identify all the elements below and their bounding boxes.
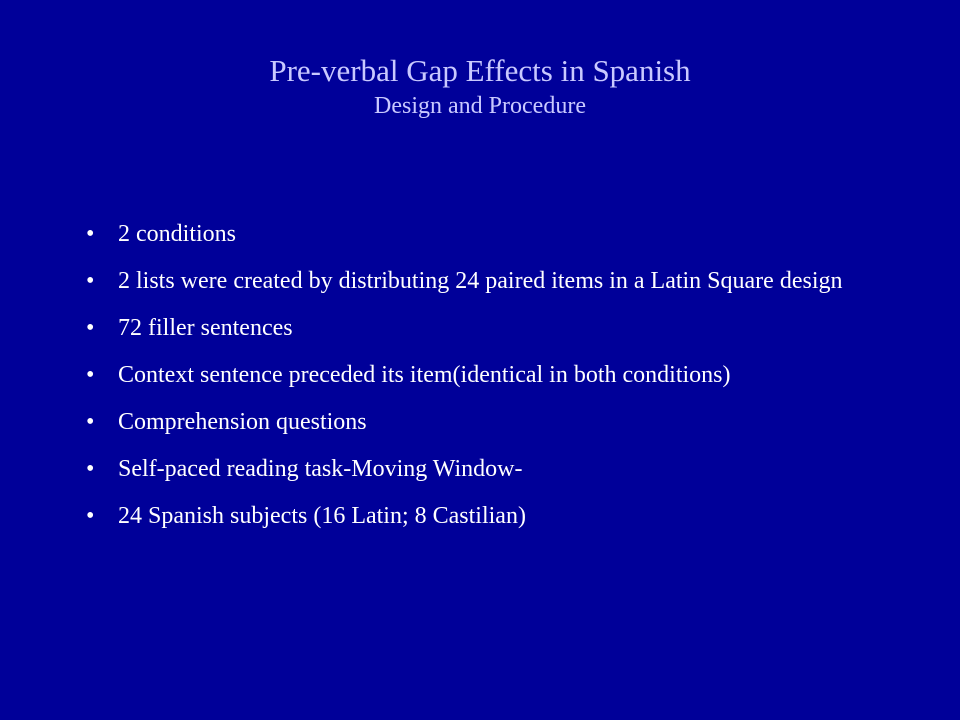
bullet-text: Self-paced reading task-Moving Window- <box>118 456 523 482</box>
slide-subtitle: Design and Procedure <box>374 93 586 119</box>
title-block <box>0 52 960 122</box>
bullet-icon: • <box>86 409 95 435</box>
bullet-icon: • <box>86 362 95 388</box>
bullet-item <box>80 359 860 392</box>
slide-title: Pre-verbal Gap Effects in Spanish <box>269 53 691 88</box>
bullet-item <box>80 500 860 533</box>
bullet-item <box>80 265 860 298</box>
bullet-icon: • <box>86 268 95 294</box>
bullet-item <box>80 218 860 251</box>
bullet-list <box>80 218 860 547</box>
bullet-icon: • <box>86 503 95 529</box>
bullet-icon: • <box>86 456 95 482</box>
bullet-text: Context sentence preceded its item(identical in both conditions) <box>118 362 731 388</box>
bullet-item <box>80 312 860 345</box>
bullet-item <box>80 453 860 486</box>
bullet-item <box>80 406 860 439</box>
bullet-text: 2 lists were created by distributing 24 paired items in a Latin Square design <box>118 268 843 294</box>
bullet-icon: • <box>86 315 95 341</box>
bullet-text: Comprehension questions <box>118 409 367 435</box>
bullet-icon: • <box>86 221 95 247</box>
bullet-text: 72 filler sentences <box>118 315 293 341</box>
bullet-text: 24 Spanish subjects (16 Latin; 8 Castilian) <box>118 503 526 529</box>
bullet-text: 2 conditions <box>118 221 236 247</box>
